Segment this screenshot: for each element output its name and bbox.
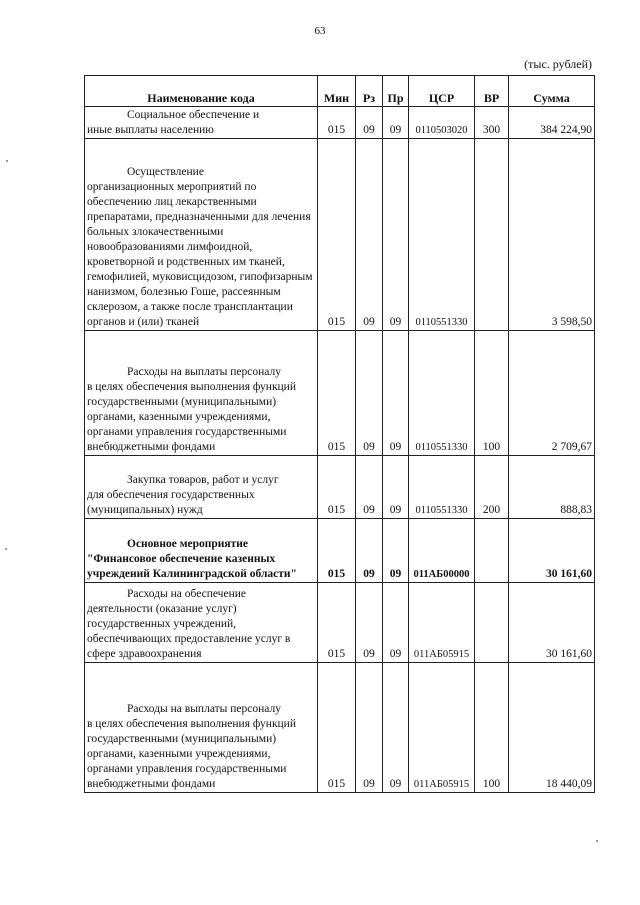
row-rz: 09	[356, 663, 383, 793]
row-csr: 0110551330	[409, 139, 475, 331]
row-name: Осуществление организационных мероприятий по обеспечению лиц лекарственными препаратами, предназначенными для лечения больных злокачественными новообразованиями лимфоидной, кроветворной и родственных им тканей, гемофилией, муковисцидозом, гипофизарным нанизмом, болезнью Гоше, рассеянным склерозом, а также после трансплантации органов и (или) тканей	[85, 139, 318, 331]
row-vr: 100	[475, 663, 509, 793]
row-rz: 09	[356, 107, 383, 139]
row-rz: 09	[356, 583, 383, 663]
row-min: 015	[318, 139, 356, 331]
row-vr	[475, 519, 509, 583]
header-vr: ВР	[475, 76, 509, 107]
header-row	[85, 76, 595, 107]
table-row	[85, 519, 595, 583]
row-pr: 09	[383, 139, 409, 331]
row-vr: 200	[475, 456, 509, 519]
row-rz: 09	[356, 139, 383, 331]
table-row	[85, 107, 595, 139]
row-csr: 011АБ05915	[409, 663, 475, 793]
row-sum: 888,83	[509, 456, 595, 519]
row-pr: 09	[383, 331, 409, 456]
header-min: Мин	[318, 76, 356, 107]
table-row	[85, 331, 595, 456]
row-min: 015	[318, 519, 356, 583]
row-pr: 09	[383, 519, 409, 583]
units-label: (тыс. рублей)	[524, 57, 592, 71]
row-sum: 3 598,50	[509, 139, 595, 331]
row-rz: 09	[356, 519, 383, 583]
header-csr: ЦСР	[409, 76, 475, 107]
row-sum: 30 161,60	[509, 583, 595, 663]
row-csr: 011АБ05915	[409, 583, 475, 663]
scan-speck	[596, 840, 598, 842]
row-sum: 2 709,67	[509, 331, 595, 456]
row-vr: 300	[475, 107, 509, 139]
scan-speck	[5, 548, 7, 550]
table-row	[85, 583, 595, 663]
budget-table	[84, 75, 595, 793]
row-rz: 09	[356, 456, 383, 519]
row-name: Расходы на обеспечение деятельности (оказание услуг) государственных учреждений, обеспечивающих предоставление услуг в сфере здравоохранения	[85, 583, 318, 663]
page-number: 63	[314, 25, 326, 37]
row-min: 015	[318, 583, 356, 663]
row-sum: 30 161,60	[509, 519, 595, 583]
row-pr: 09	[383, 663, 409, 793]
row-csr: 0110503020	[409, 107, 475, 139]
row-min: 015	[318, 107, 356, 139]
row-name: Закупка товаров, работ и услуг для обеспечения государственных (муниципальных) нужд	[85, 456, 318, 519]
row-min: 015	[318, 331, 356, 456]
scan-speck	[6, 160, 8, 162]
row-csr: 011АБ00000	[409, 519, 475, 583]
row-name: Расходы на выплаты персоналу в целях обеспечения выполнения функций государственными (муниципальными) органами, казенными учреждениями, органами управления государственными внебюджетными фондами	[85, 331, 318, 456]
table-row	[85, 456, 595, 519]
row-vr	[475, 139, 509, 331]
row-csr: 0110551330	[409, 456, 475, 519]
row-name: Расходы на выплаты персоналу в целях обеспечения выполнения функций государственными (муниципальными) органами, казенными учреждениями, органами управления государственными внебюджетными фондами	[85, 663, 318, 793]
row-pr: 09	[383, 583, 409, 663]
header-name: Наименование кода	[85, 76, 318, 107]
row-rz: 09	[356, 331, 383, 456]
table-row	[85, 663, 595, 793]
row-min: 015	[318, 456, 356, 519]
row-min: 015	[318, 663, 356, 793]
row-name: Основное мероприятие "Финансовое обеспечение казенных учреждений Калининградской области"	[85, 519, 318, 583]
header-sum: Сумма	[509, 76, 595, 107]
row-pr: 09	[383, 107, 409, 139]
row-vr	[475, 583, 509, 663]
row-vr: 100	[475, 331, 509, 456]
table-row	[85, 139, 595, 331]
header-rz: Рз	[356, 76, 383, 107]
row-pr: 09	[383, 456, 409, 519]
row-sum: 18 440,09	[509, 663, 595, 793]
row-name: Социальное обеспечение и иные выплаты населению	[85, 107, 318, 139]
row-csr: 0110551330	[409, 331, 475, 456]
header-pr: Пр	[383, 76, 409, 107]
row-sum: 384 224,90	[509, 107, 595, 139]
